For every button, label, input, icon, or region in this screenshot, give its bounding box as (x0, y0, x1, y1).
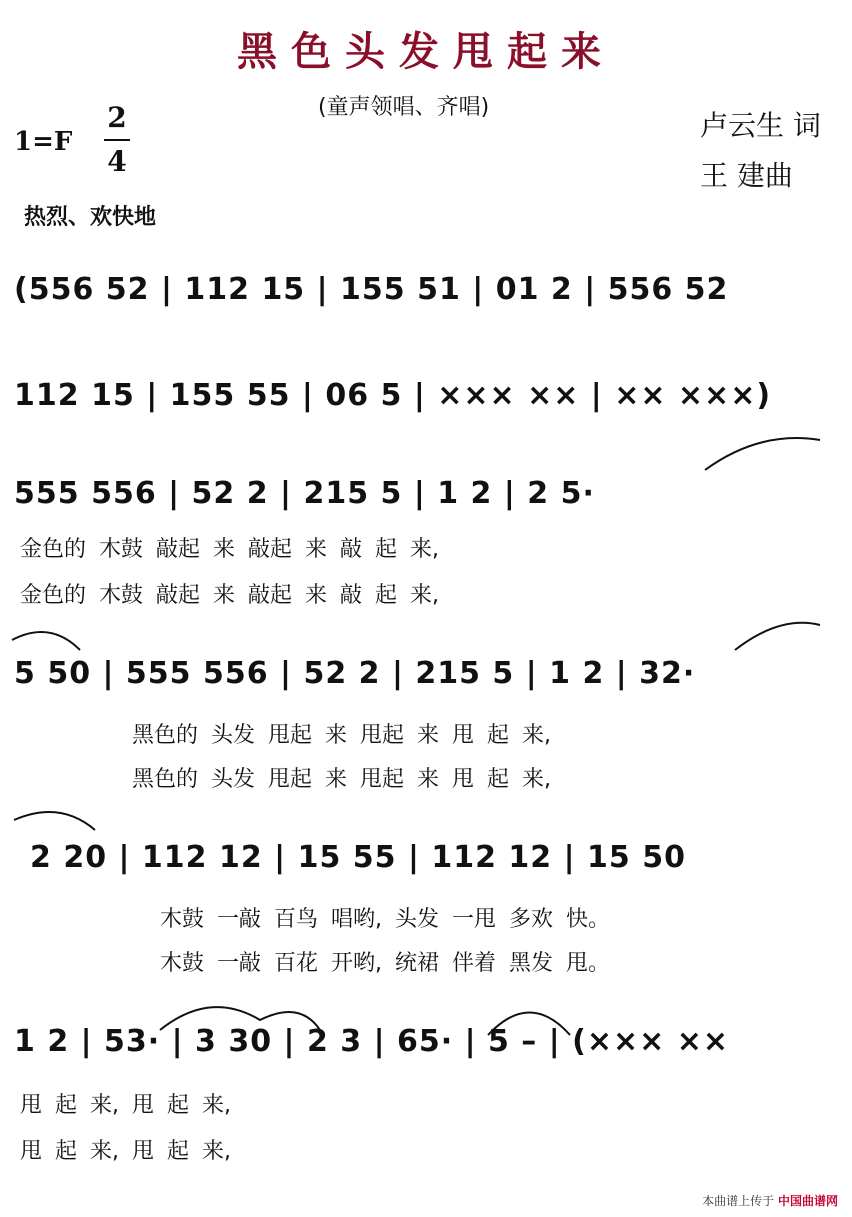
footer-prefix: 本曲谱上传于 (702, 1194, 775, 1208)
lyric-4-verse-2: 黑色的 头发 甩起 来 甩起 来 甩 起 来, (132, 767, 551, 792)
lyricist-credit: 卢云生 词 (700, 109, 821, 142)
lyric-3-verse-2: 金色的 木鼓 敲起 来 敲起 来 敲 起 来, (20, 583, 439, 608)
time-bottom: 4 (107, 145, 127, 178)
lyric-5-verse-1: 木鼓 一敲 百鸟 唱哟, 头发 一甩 多欢 快。 (160, 907, 610, 932)
slur-6 (488, 1013, 570, 1036)
lyric-5-verse-2: 木鼓 一敲 百花 开哟, 统裙 伴着 黑发 甩。 (160, 951, 610, 976)
slur-5 (160, 1007, 320, 1030)
lyric-4-verse-1: 黑色的 头发 甩起 来 甩起 来 甩 起 来, (132, 723, 551, 748)
slur-1 (705, 438, 820, 470)
key-signature: 1=F (14, 127, 73, 157)
score-line-5: 2 20 | 112 12 | 15 55 | 112 12 | 15 50 (30, 840, 686, 875)
score-line-6: 1 2 | 53· | 3 30 | 2 3 | 65· | 5 – | (××× ×× (14, 1024, 729, 1059)
page-title: 黑色头发甩起来 (237, 28, 615, 75)
score-line-3: 555 556 | 52 2 | 215 5 | 1 2 | 2 5· (14, 476, 595, 511)
slur-2 (12, 632, 80, 650)
slur-4 (14, 812, 95, 830)
score-line-1: (556 52 | 112 15 | 155 51 | 01 2 | 556 52 (14, 272, 729, 307)
lyric-6-verse-1: 甩 起 来, 甩 起 来, (20, 1093, 231, 1118)
subtitle: (童声领唱、齐唱) (318, 95, 490, 120)
score-line-4: 5 50 | 555 556 | 52 2 | 215 5 | 1 2 | 32· (14, 656, 696, 691)
composer-credit: 王 建曲 (700, 159, 793, 192)
lyric-6-verse-2: 甩 起 来, 甩 起 来, (20, 1139, 231, 1164)
slur-3 (735, 623, 820, 650)
lyric-3-verse-1: 金色的 木鼓 敲起 来 敲起 来 敲 起 来, (20, 537, 439, 562)
tempo-marking: 热烈、欢快地 (24, 205, 157, 230)
score-line-2: 112 15 | 155 55 | 06 5 | ××× ×× | ×× ×××) (14, 378, 772, 413)
site-logo[interactable]: 中国曲谱网 (777, 1194, 838, 1208)
time-top: 2 (107, 101, 127, 134)
footer-credit (702, 1192, 838, 1209)
